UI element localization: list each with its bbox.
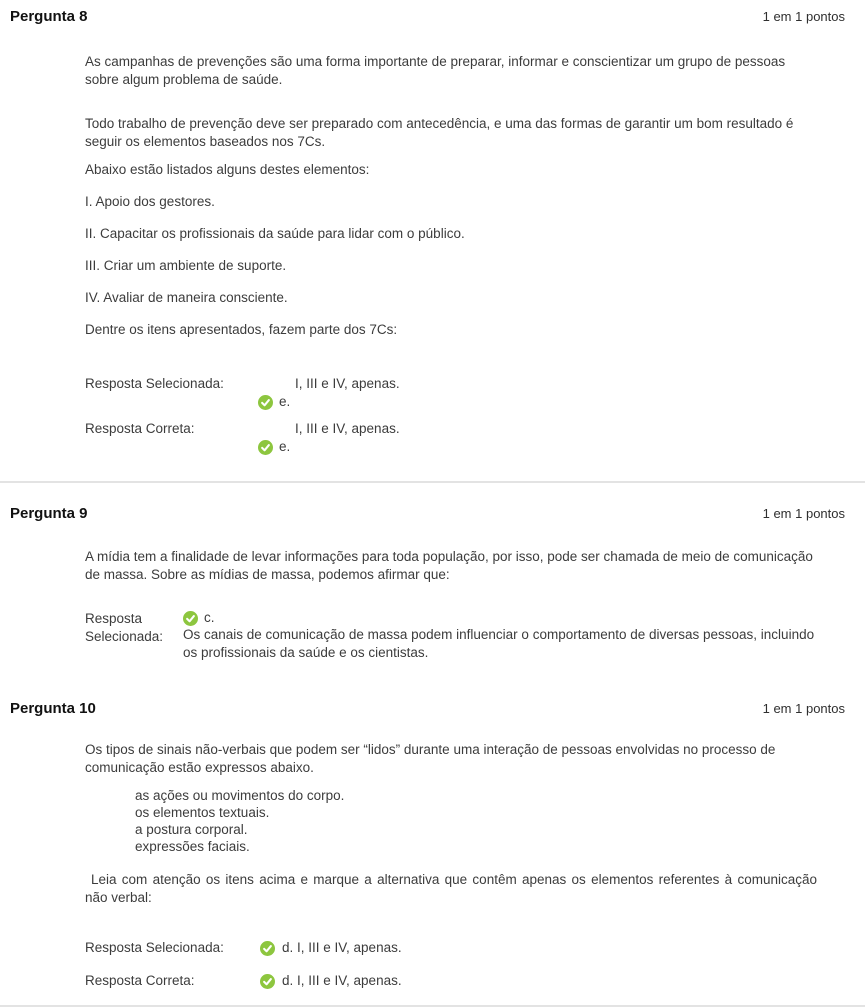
- correct-check-icon: [258, 440, 273, 455]
- question-10-section: [0, 672, 865, 990]
- answer-row-selected: [85, 375, 817, 410]
- question-header: [0, 483, 865, 522]
- question-points: 1 em 1 pontos: [762, 701, 845, 716]
- roman-item: I. Apoio dos gestores.: [85, 194, 215, 209]
- list-line: expressões faciais.: [135, 839, 250, 854]
- question-paragraph: A mídia tem a finalidade de levar informações para toda população, por isso, pode ser chamada de meio de comunicação de massa. Sobre as mídias de massa, podemos afirmar que:: [85, 549, 813, 582]
- question-body: [0, 53, 865, 455]
- answers-table: [85, 939, 817, 990]
- question-paragraph: As campanhas de prevenções são uma forma importante de preparar, informar e conscientizar um grupo de pessoas sobre algum problema de saúde.: [85, 54, 786, 87]
- question-paragraph: Abaixo estão listados alguns destes elementos:: [85, 162, 370, 177]
- question-body: [0, 741, 865, 990]
- question-paragraph: Todo trabalho de prevenção deve ser preparado com antecedência, e uma das formas de garantir um bom resultado é seguir os elementos baseados nos 7Cs.: [85, 116, 794, 149]
- roman-item: II. Capacitar os profissionais da saúde para lidar com o público.: [85, 226, 465, 241]
- answer-label: Resposta Correta:: [85, 973, 195, 988]
- answer-label: Resposta Selecionada:: [85, 611, 164, 644]
- question-paragraph: Dentre os itens apresentados, fazem parte dos 7Cs:: [85, 322, 398, 337]
- answer-row-selected: [85, 939, 817, 957]
- question-points: 1 em 1 pontos: [762, 506, 845, 521]
- answer-label: Resposta Correta:: [85, 421, 195, 436]
- question-header: [0, 672, 865, 717]
- answer-value: [260, 972, 817, 990]
- correct-check-icon: [260, 974, 275, 989]
- question-9-section: [0, 483, 865, 662]
- question-8-section: [0, 0, 865, 455]
- question-list: [135, 787, 817, 855]
- alternative-text: d. I, III e IV, apenas.: [282, 940, 402, 955]
- alternative-letter-row: [258, 439, 817, 455]
- alternative-letter: e.: [279, 439, 291, 454]
- alternative-text: d. I, III e IV, apenas.: [282, 973, 402, 988]
- question-title: Pergunta 10: [10, 700, 96, 717]
- answer-row-correct: [85, 420, 817, 455]
- question-points: 1 em 1 pontos: [762, 9, 845, 24]
- answer-label: Resposta Selecionada:: [85, 940, 224, 955]
- correct-check-icon: [183, 611, 198, 626]
- question-header: [0, 0, 865, 25]
- answer-value: [258, 420, 817, 455]
- alternative-inline: [260, 972, 817, 990]
- list-line: os elementos textuais.: [135, 805, 270, 820]
- alternative-title: I, III e IV, apenas.: [295, 376, 400, 391]
- question-paragraph: Leia com atenção os itens acima e marque a alternativa que contêm apenas os elementos referentes à comunicação não verbal:: [85, 872, 817, 905]
- answer-value: [183, 610, 817, 662]
- list-line: a postura corporal.: [135, 822, 248, 837]
- correct-check-icon: [260, 941, 275, 956]
- answers-table: [85, 610, 817, 662]
- answers-table: [85, 375, 817, 455]
- answer-row-selected: [85, 610, 817, 662]
- question-title: Pergunta 9: [10, 505, 88, 522]
- alternative-text: Os canais de comunicação de massa podem influenciar o comportamento de diversas pessoas, incluindo os profissionais da saúde e os cientistas.: [183, 627, 815, 660]
- answer-row-correct: [85, 972, 817, 990]
- question-title: Pergunta 8: [10, 8, 88, 25]
- answer-value: [260, 939, 817, 957]
- correct-check-icon: [258, 395, 273, 410]
- alternative-inline: [260, 939, 817, 957]
- alternative-letter: e.: [279, 394, 291, 409]
- alternative-letter-row: [258, 394, 817, 410]
- question-paragraph: Os tipos de sinais não-verbais que podem ser “lidos” durante uma interação de pessoas envolvidas no processo de comunicação estão expressos abaixo.: [85, 742, 776, 775]
- alternative-letter: c.: [204, 610, 215, 625]
- answer-label: Resposta Selecionada:: [85, 376, 224, 391]
- question-body: [0, 548, 865, 662]
- alternative-title: I, III e IV, apenas.: [295, 421, 400, 436]
- list-line: as ações ou movimentos do corpo.: [135, 788, 345, 803]
- roman-item: III. Criar um ambiente de suporte.: [85, 258, 287, 273]
- answer-value: [258, 375, 817, 410]
- roman-item: IV. Avaliar de maneira consciente.: [85, 290, 288, 305]
- alternative-letter-row: [183, 610, 817, 626]
